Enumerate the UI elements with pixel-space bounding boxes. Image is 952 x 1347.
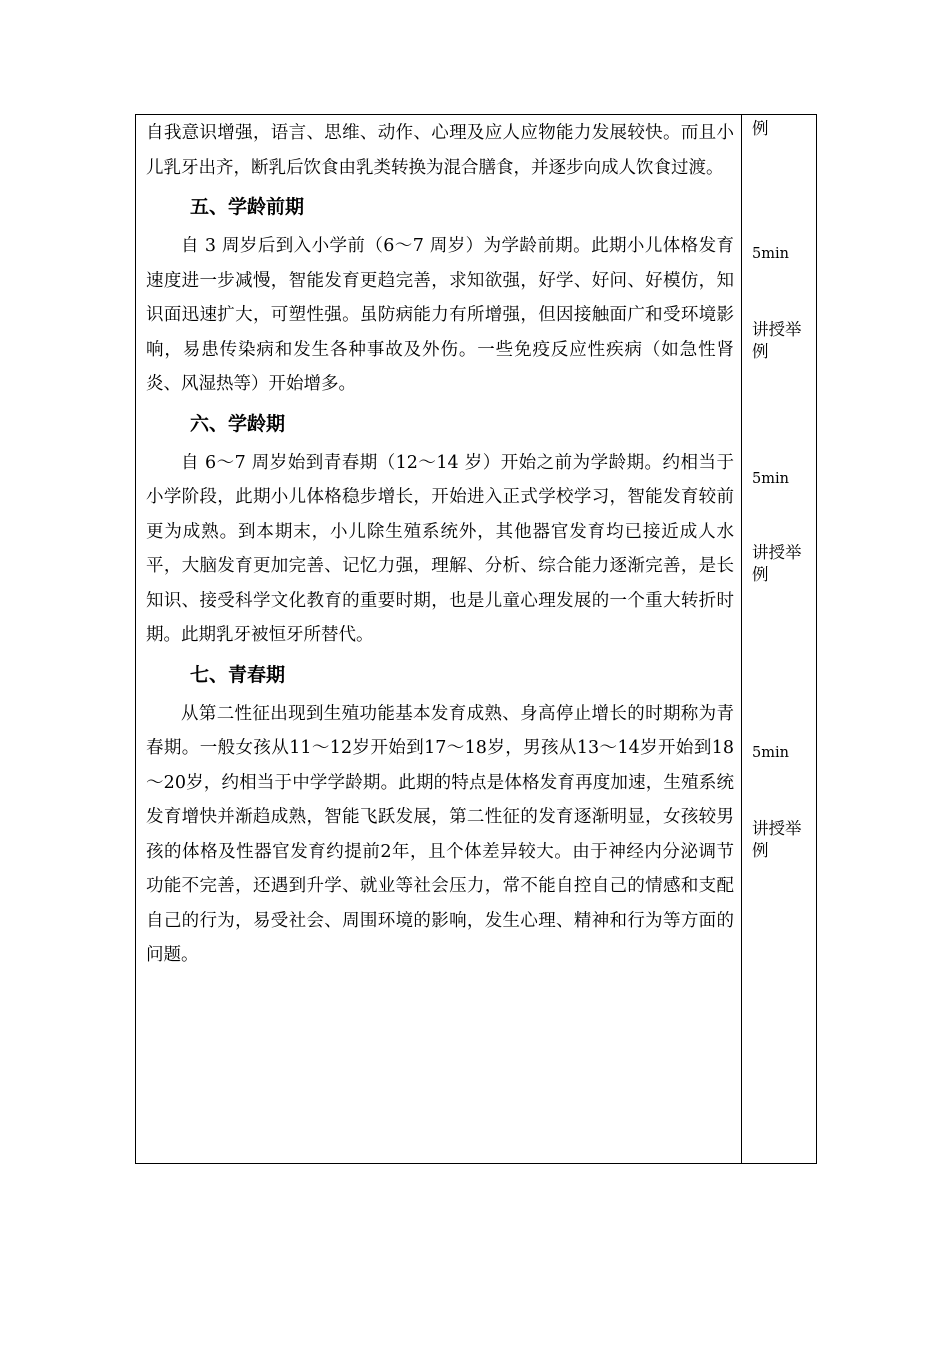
side-time-3: 5min <box>752 745 789 761</box>
section-paragraph-adolescence: 从第二性征出现到生殖功能基本发育成熟、身高停止增长的时期称为青春期。一般女孩从11～12岁开始到17～18岁，男孩从13～14岁开始到18～20岁，约相当于中学学龄期。此期的特点是体格发育再度加速，生殖系统发育增快并渐趋成熟，智能飞跃发展，第二性征的发育逐渐明显，女孩较男孩的体格及性器官发育约提前2年，且个体差异较大。由于神经内分泌调节功能不完善，还遇到升学、就业等社会压力，常不能自控自己的情感和支配自己的行为，易受社会、周围环境的影响，发生心理、精神和行为等方面的问题。 <box>146 703 734 965</box>
side-time-1: 5min <box>752 246 789 262</box>
section-paragraph-preschool: 自 3 周岁后到入小学前（6～7 周岁）为学龄前期。此期小儿体格发育速度进一步减慢，智能发育更趋完善，求知欲强，好学、好问、好模仿，知识面迅速扩大，可塑性强。虽防病能力有所增强，但因接触面广和受环境影响，易患传染病和发生各种事故及外伤。一些免疫反应性疾病（如急性肾炎、风湿热等）开始增多。 <box>146 236 734 394</box>
intro-paragraph: 自我意识增强，语言、思维、动作、心理及应人应物能力发展较快。而且小儿乳牙出齐，断乳后饮食由乳类转换为混合膳食，并逐步向成人饮食过渡。 <box>146 123 734 178</box>
side-time-2: 5min <box>752 471 789 487</box>
section-heading-school-age: 六、学龄期 <box>190 412 286 435</box>
side-method-2: 讲授举例 <box>752 543 802 584</box>
section-heading-preschool: 五、学龄前期 <box>190 196 305 218</box>
section-heading-adolescence: 七、青春期 <box>190 663 286 686</box>
side-method-3: 讲授举例 <box>752 819 802 860</box>
section-paragraph-school-age: 自 6～7 周岁始到青春期（12～14 岁）开始之前为学龄期。约相当于小学阶段，此期小儿体格稳步增长，开始进入正式学校学习，智能发育较前更为成熟。到本期末，小儿除生殖系统外，其他器官发育均已接近成人水平，大脑发育更加完善、记忆力强，理解、分析、综合能力逐渐完善，是长知识、接受科学文化教育的重要时期，也是儿童心理发展的一个重大转折时期。此期乳牙被恒牙所替代。 <box>146 452 734 645</box>
side-method-1: 讲授举例 <box>752 320 802 361</box>
content-column <box>146 116 734 973</box>
side-method-top: 例 <box>752 119 769 138</box>
column-divider <box>741 114 742 1164</box>
